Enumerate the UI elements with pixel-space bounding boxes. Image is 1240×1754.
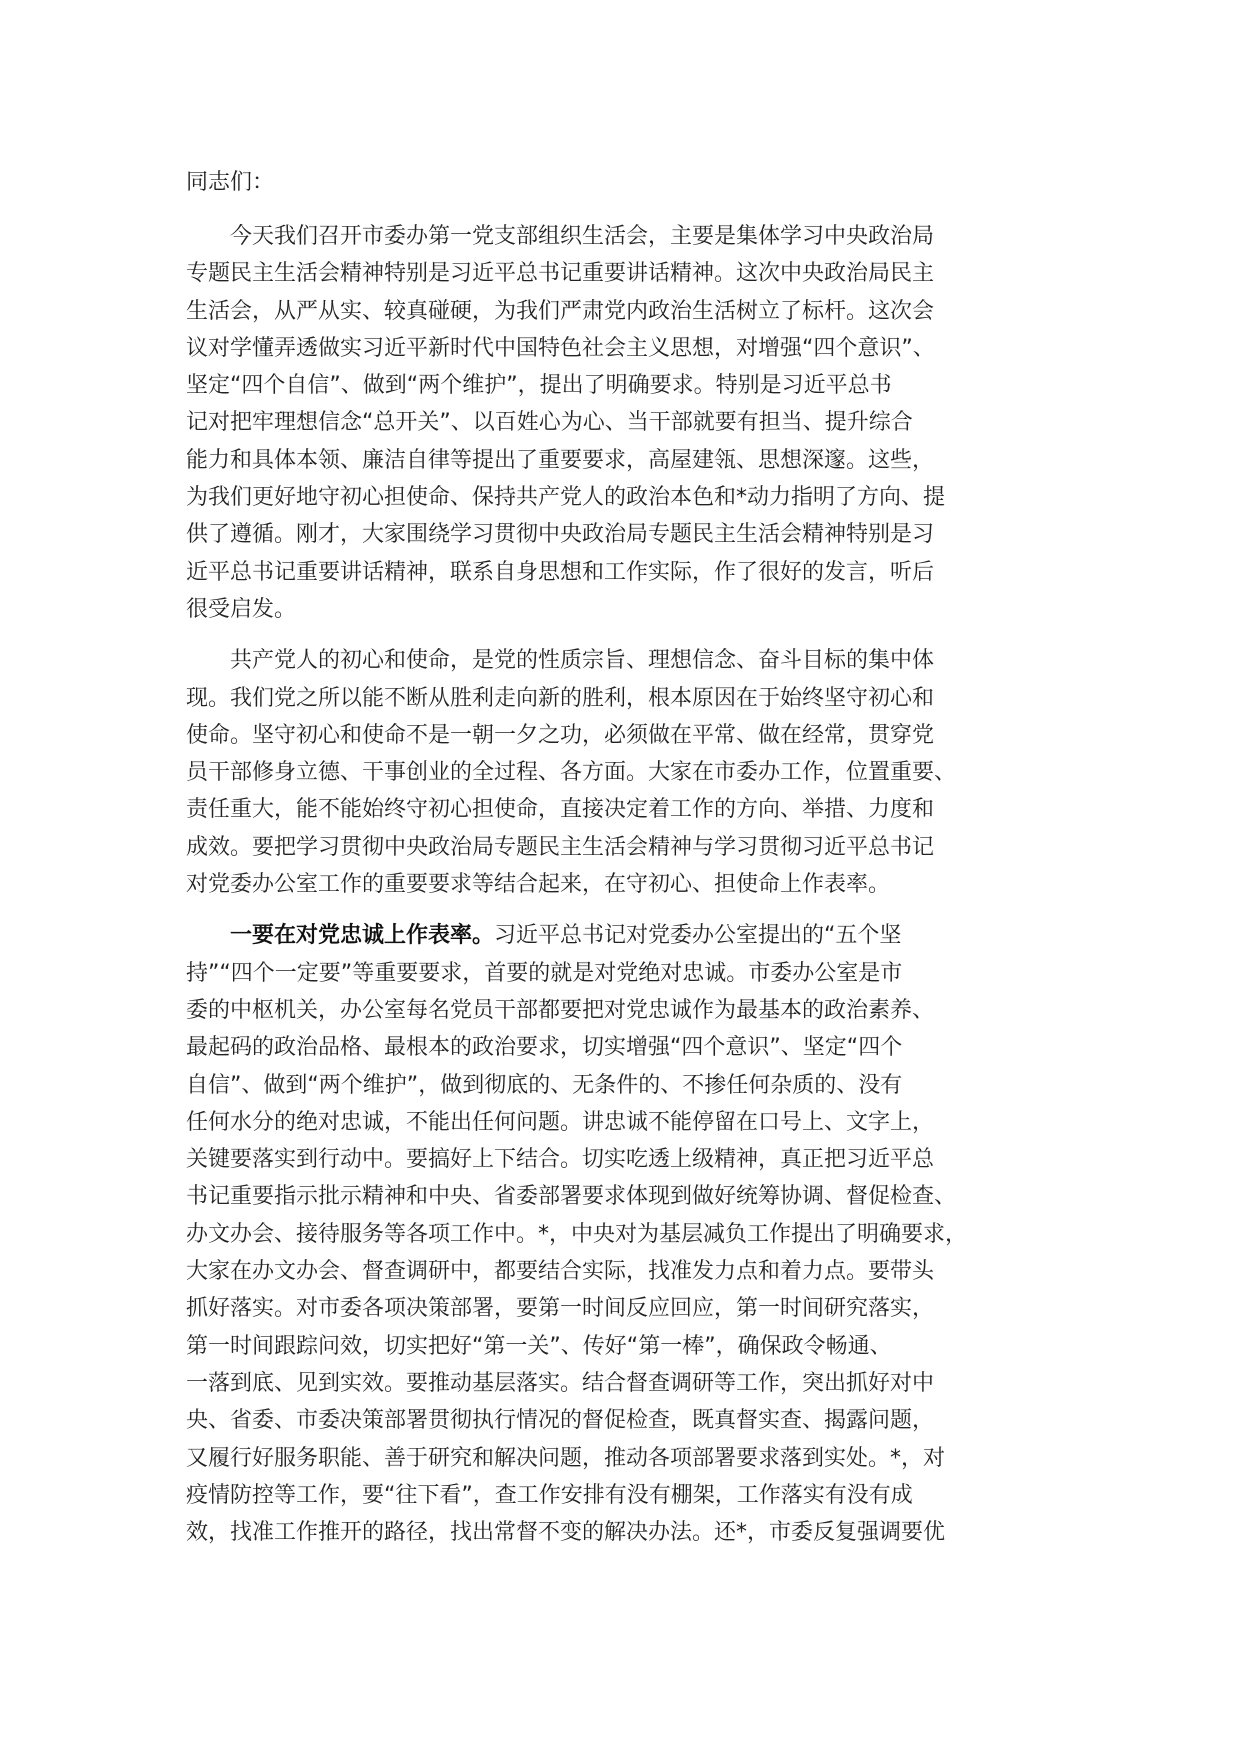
text-line: 近平总书记重要讲话精神，联系自身思想和工作实际，作了很好的发言，听后 [186, 559, 935, 585]
document-page [186, 164, 1066, 1565]
section-heading: 一要在对党忠诚上作表率。 [230, 923, 495, 949]
text-line: 大家在办文办会、督查调研中，都要结合实际，找准发力点和着力点。要带头 [186, 1259, 935, 1285]
text-line: 议对学懂弄透做实习近平新时代中国特色社会主义思想，对增强“四个意识”、 [186, 335, 935, 361]
text-run: 习近平总书记对党委办公室提出的“五个坚 [494, 923, 902, 949]
greeting: 同志们： [186, 170, 275, 195]
text-line: 央、省委、市委决策部署贯彻执行情况的督促检查，既真督实查、揭露问题， [186, 1408, 935, 1434]
text-line [186, 917, 1066, 954]
text-line: 对党委办公室工作的重要要求等结合起来，在守初心、担使命上作表率。 [186, 872, 891, 898]
text-line: 责任重大，能不能始终守初心担使命，直接决定着工作的方向、举措、力度和 [186, 797, 935, 823]
text-line: 办文办会、接待服务等各项工作中。*，中央对为基层减负工作提出了明确要求， [186, 1221, 968, 1247]
text-line: 员干部修身立德、干事创业的全过程、各方面。大家在市委办工作，位置重要、 [186, 760, 957, 786]
text-line: 书记重要指示批示精神和中央、省委部署要求体现到做好统筹协调、督促检查、 [186, 1184, 957, 1210]
text-line: 效，找准工作推开的路径，找出常督不变的解决办法。还*，市委反复强调要优 [186, 1520, 946, 1546]
text-line: 自信”、做到“两个维护”，做到彻底的、无条件的、不掺任何杂质的、没有 [186, 1072, 903, 1098]
text-line: 关键要落实到行动中。要搞好上下结合。切实吃透上级精神，真正把习近平总 [186, 1147, 935, 1173]
text-line: 又履行好服务职能、善于研究和解决问题，推动各项部署要求落到实处。*，对 [186, 1445, 946, 1471]
text-line: 供了遵循。刚才，大家围绕学习贯彻中央政治局专题民主生活会精神特别是习 [186, 522, 935, 548]
paragraph-3 [186, 917, 1066, 1551]
text-line: 抓好落实。对市委各项决策部署，要第一时间反应回应，第一时间研究落实， [186, 1296, 935, 1322]
text-line: 能力和具体本领、廉洁自律等提出了重要要求，高屋建瓴、思想深邃。这些， [186, 447, 935, 473]
text-line: 很受启发。 [186, 596, 297, 622]
text-line: 疫情防控等工作，要“往下看”，查工作安排有没有棚架，工作落实有没有成 [186, 1482, 913, 1508]
text-line: 委的中枢机关，办公室每名党员干部都要把对党忠诚作为最基本的政治素养、 [186, 997, 935, 1023]
text-line: 为我们更好地守初心担使命、保持共产党人的政治本色和*动力指明了方向、提 [186, 485, 946, 511]
text-line: 持”“四个一定要”等重要要求，首要的就是对党绝对忠诚。市委办公室是市 [186, 960, 903, 986]
text-line: 记对把牢理想信念“总开关”、以百姓心为心、当干部就要有担当、提升综合 [186, 410, 913, 436]
text-line: 专题民主生活会精神特别是习近平总书记重要讲话精神。这次中央政治局民主 [186, 261, 935, 287]
text-line: 最起码的政治品格、最根本的政治要求，切实增强“四个意识”、坚定“四个 [186, 1035, 903, 1061]
text-line: 使命。坚守初心和使命不是一朝一夕之功，必须做在平常、做在经常，贯穿党 [186, 722, 935, 748]
text-line: 第一时间跟踪问效，切实把好“第一关”、传好“第一棒”，确保政令畅通、 [186, 1333, 892, 1359]
text-line: 成效。要把学习贯彻中央政治局专题民主生活会精神与学习贯彻习近平总书记 [186, 834, 935, 860]
text-line: 一落到底、见到实效。要推动基层落实。结合督查调研等工作，突出抓好对中 [186, 1370, 935, 1396]
text-line: 现。我们党之所以能不断从胜利走向新的胜利，根本原因在于始终坚守初心和 [186, 685, 935, 711]
paragraph-2 [186, 642, 1066, 903]
text-line: 生活会，从严从实、较真碰硬，为我们严肃党内政治生活树立了标杆。这次会 [186, 298, 935, 324]
text-line: 今天我们召开市委办第一党支部组织生活会，主要是集体学习中央政治局 [230, 224, 935, 249]
text-line: 坚定“四个自信”、做到“两个维护”，提出了明确要求。特别是习近平总书 [186, 373, 892, 399]
text-line: 共产党人的初心和使命，是党的性质宗旨、理想信念、奋斗目标的集中体 [230, 648, 935, 674]
text-line: 任何水分的绝对忠诚，不能出任何问题。讲忠诚不能停留在口号上、文字上， [186, 1109, 935, 1135]
paragraph-1 [186, 218, 1066, 628]
